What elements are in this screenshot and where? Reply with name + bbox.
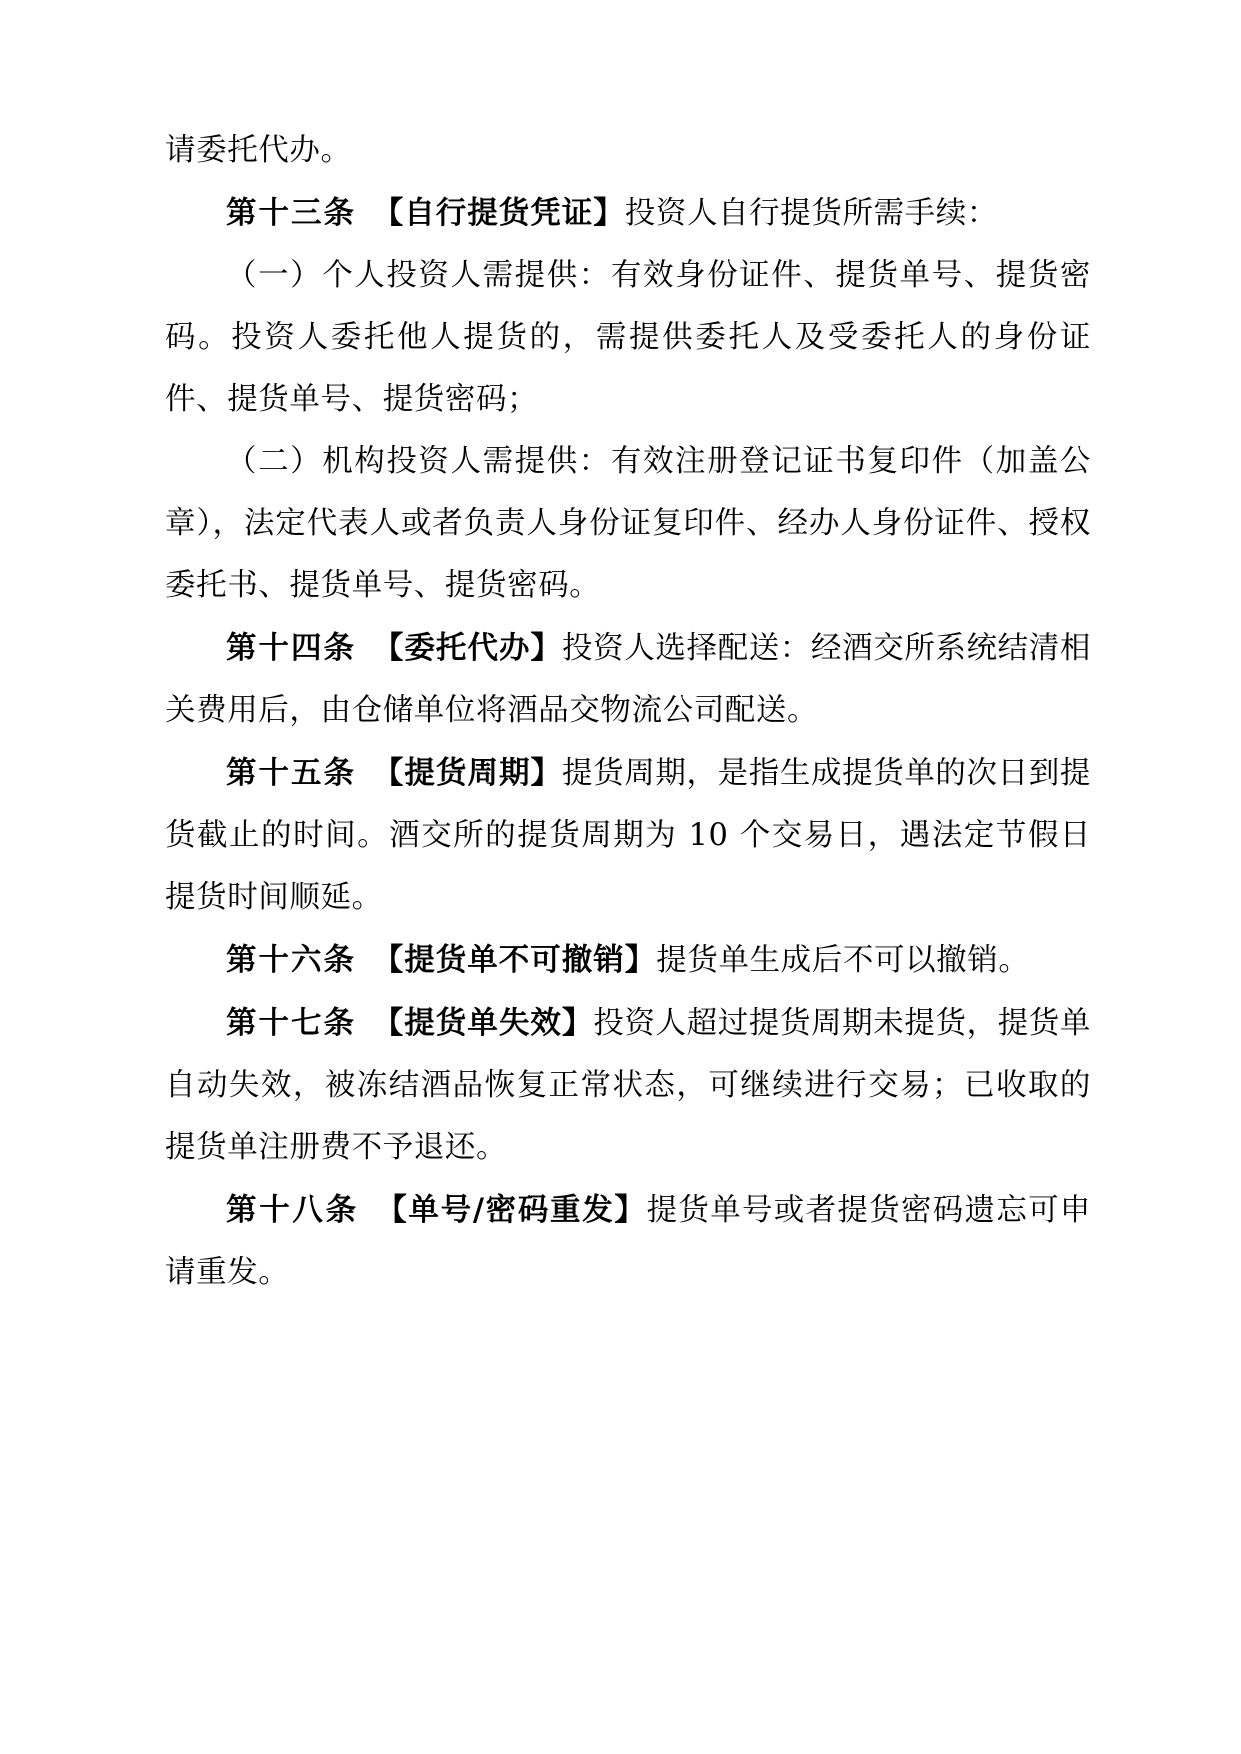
article-13 xyxy=(165,182,1091,245)
article-number: 第十六条 xyxy=(226,942,356,978)
paragraph-continuation xyxy=(165,120,1091,182)
article-number: 第十七条 xyxy=(226,1005,357,1041)
article-number: 第十三条 xyxy=(226,195,356,231)
article-18 xyxy=(165,1179,1091,1304)
article-title: 【委托代办】 xyxy=(372,630,562,666)
article-14 xyxy=(165,617,1091,742)
article-number: 第十八条 xyxy=(226,1192,359,1228)
article-title: 【单号/密码重发】 xyxy=(375,1192,647,1228)
list-item-text: （一）个人投资人需提供：有效身份证件、提货单号、提货密码。投资人委托他人提货的，需提供委托人及受委托人的身份证件、提货单号、提货密码； xyxy=(165,258,1091,417)
article-title: 【提货单不可撤销】 xyxy=(372,942,657,978)
document-body xyxy=(165,120,1091,1304)
article-text: 提货周期，是指生成提货单的次日到提货截止的时间。酒交所的提货周期为 10 个交易日，遇法定节假日提货时间顺延。 xyxy=(165,756,1092,915)
article-title: 【自行提货凭证】 xyxy=(372,195,625,231)
article-text: 提货单生成后不可以撤销。 xyxy=(656,943,1030,978)
article-number: 第十四条 xyxy=(226,630,357,666)
list-item-1 xyxy=(165,245,1091,431)
article-text: 提货单号或者提货密码遗忘可申请重发。 xyxy=(165,1193,1092,1290)
article-16 xyxy=(165,929,1091,992)
article-15 xyxy=(165,742,1091,929)
article-title: 【提货单失效】 xyxy=(372,1005,594,1041)
list-item-2 xyxy=(165,431,1091,617)
article-text: 投资人自行提货所需手续： xyxy=(624,196,998,231)
paragraph-text: 请委托代办。 xyxy=(165,133,352,168)
article-text: 投资人超过提货周期未提货，提货单自动失效，被冻结酒品恢复正常状态，可继续进行交易；已收取的提货单注册费不予退还。 xyxy=(165,1006,1092,1165)
list-item-text: （二）机构投资人需提供：有效注册登记证书复印件（加盖公章），法定代表人或者负责人身份证复印件、经办人身份证件、授权委托书、提货单号、提货密码。 xyxy=(165,444,1091,603)
article-text: 投资人选择配送：经酒交所系统结清相关费用后，由仓储单位将酒品交物流公司配送。 xyxy=(165,631,1092,728)
article-title: 【提货周期】 xyxy=(372,755,562,791)
article-17 xyxy=(165,992,1091,1179)
article-number: 第十五条 xyxy=(226,755,357,791)
